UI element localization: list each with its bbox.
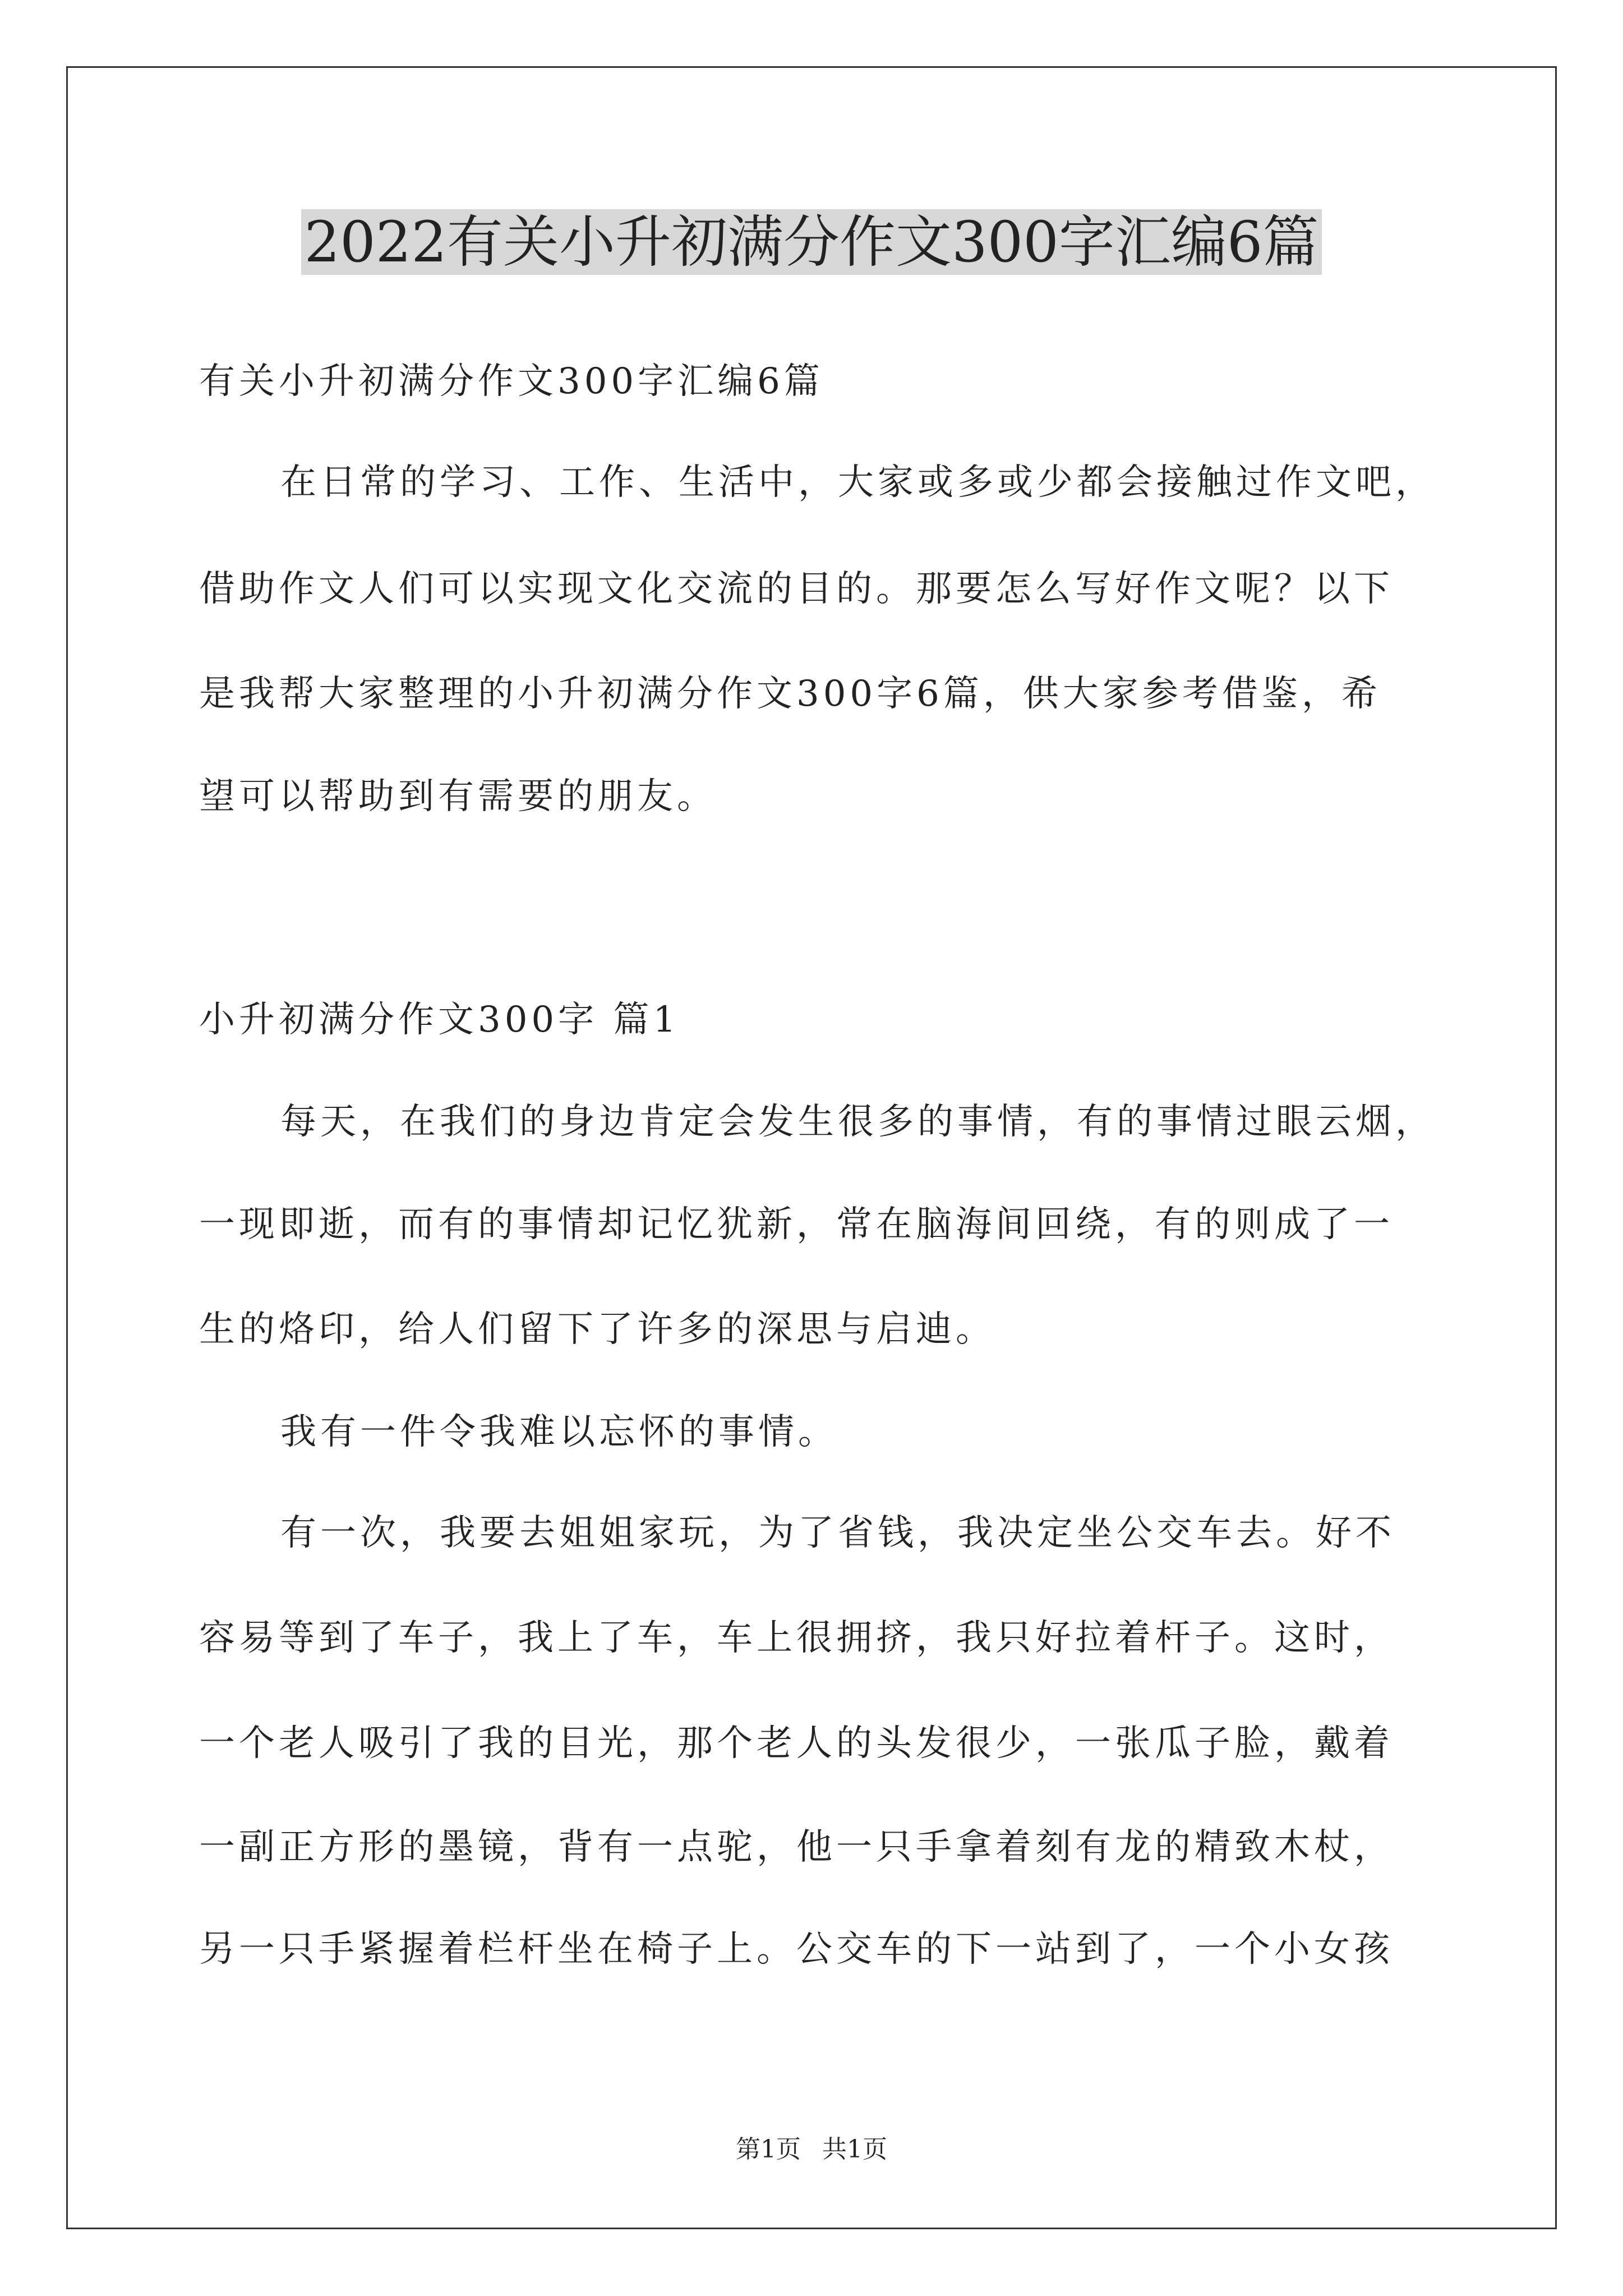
- paragraph-line: 容易等到了车子，我上了车，车上很拥挤，我只好拉着杆子。这时，: [199, 1617, 1394, 1659]
- page-number-total: 共1页: [822, 2135, 887, 2164]
- document-subtitle: 有关小升初满分作文300字汇编6篇: [199, 361, 824, 402]
- section-heading: 小升初满分作文300字 篇1: [199, 999, 680, 1041]
- document-title-text: 2022有关小升初满分作文300字汇编6篇: [301, 209, 1322, 275]
- paragraph-line: 有一次，我要去姐姐家玩，为了省钱，我决定坐公交车去。好不: [280, 1512, 1395, 1554]
- paragraph-line: 每天，在我们的身边肯定会发生很多的事情，有的事情过眼云烟，: [280, 1101, 1435, 1143]
- paragraph-line: 生的烙印，给人们留下了许多的深思与启迪。: [199, 1309, 995, 1350]
- intro-line: 望可以帮助到有需要的朋友。: [199, 776, 717, 817]
- paragraph-line: 一副正方形的墨镜，背有一点驼，他一只手拿着刻有龙的精致木杖，: [199, 1826, 1394, 1868]
- page-number-current: 第1页: [736, 2135, 801, 2164]
- paragraph-line: 另一只手紧握着栏杆坐在椅子上。公交车的下一站到了，一个小女孩: [199, 1929, 1394, 1970]
- paragraph-line: 我有一件令我难以忘怀的事情。: [280, 1411, 838, 1453]
- intro-line: 借助作文人们可以实现文化交流的目的。那要怎么写好作文呢？以下: [199, 568, 1394, 610]
- paragraph-line: 一个老人吸引了我的目光，那个老人的头发很少，一张瓜子脸，戴着: [199, 1723, 1394, 1764]
- intro-line: 是我帮大家整理的小升初满分作文300字6篇，供大家参考借鉴，希: [199, 673, 1381, 715]
- page-footer: [0, 2133, 1623, 2166]
- paragraph-line: 一现即逝，而有的事情却记忆犹新，常在脑海间回绕，有的则成了一: [199, 1204, 1394, 1245]
- intro-line: 在日常的学习、工作、生活中，大家或多或少都会接触过作文吧，: [280, 462, 1435, 503]
- document-title: [0, 203, 1623, 282]
